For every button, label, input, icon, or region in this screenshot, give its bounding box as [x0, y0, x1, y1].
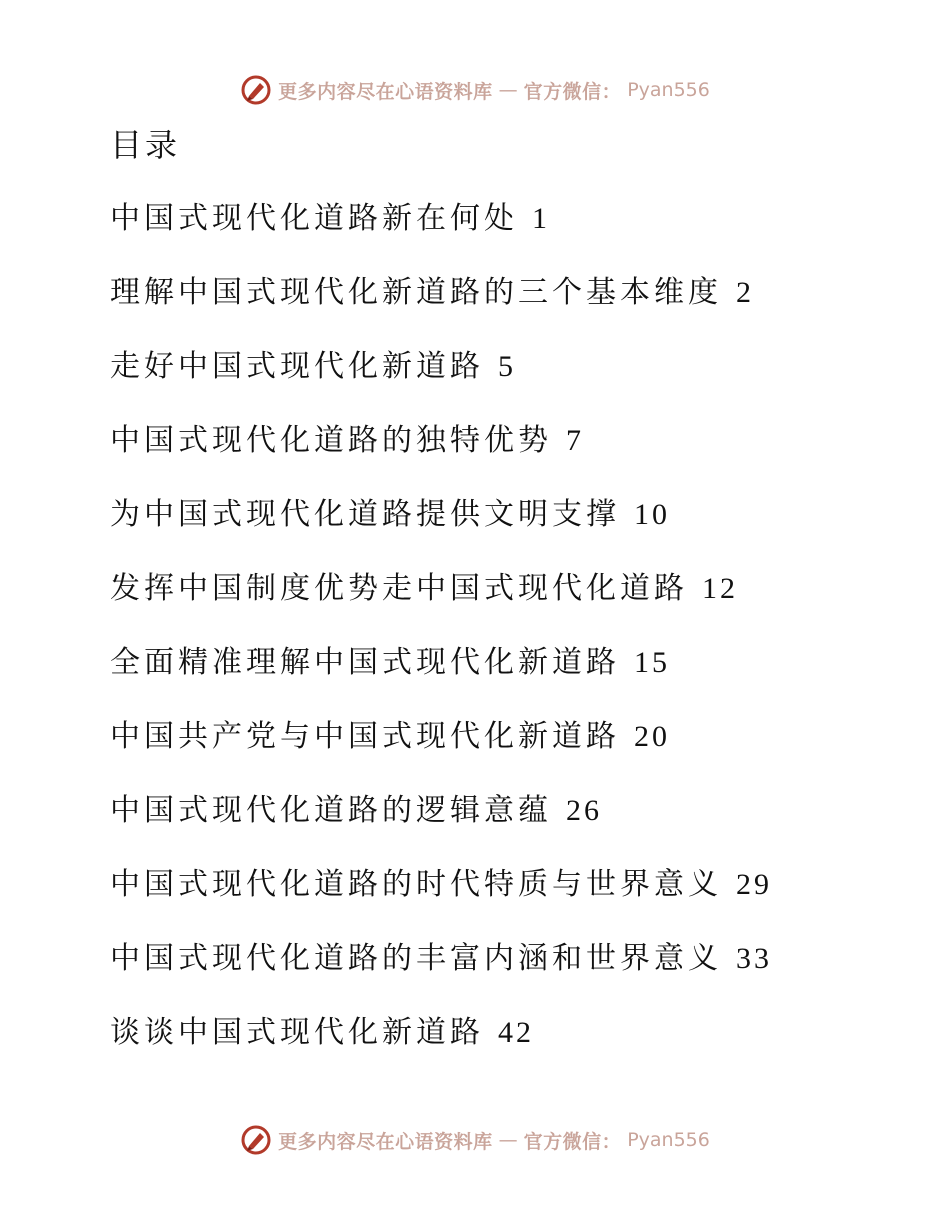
toc-entry[interactable]: [110, 340, 910, 414]
toc-entry[interactable]: [110, 192, 910, 266]
toc-entry-page: 26: [566, 794, 602, 827]
toc-entry-page: 10: [634, 498, 670, 531]
toc-entry[interactable]: [110, 266, 910, 340]
toc-entry-page: 33: [736, 942, 772, 975]
toc-entry-title: 中国式现代化道路的独特优势: [110, 423, 552, 458]
toc-entry[interactable]: [110, 562, 910, 636]
toc-entry-title: 中国共产党与中国式现代化新道路: [110, 719, 620, 754]
toc-entry-title: 中国式现代化道路的时代特质与世界意义: [110, 867, 722, 902]
footer-watermark: [0, 1120, 950, 1160]
toc-entry[interactable]: [110, 710, 910, 784]
watermark-separator: —: [498, 1129, 518, 1151]
watermark-official-label: 官方微信：: [523, 1130, 622, 1153]
toc-entry[interactable]: [110, 488, 910, 562]
toc-entry-page: 42: [498, 1016, 534, 1049]
table-of-contents: [110, 118, 910, 1080]
pen-logo-icon: [240, 1124, 272, 1156]
toc-entry-page: 1: [532, 202, 550, 235]
watermark-brand-text: 更多内容尽在心语资料库: [278, 80, 493, 103]
toc-entry-title: 中国式现代化道路的丰富内涵和世界意义: [110, 941, 722, 976]
toc-entry[interactable]: [110, 636, 910, 710]
toc-entry-title: 走好中国式现代化新道路: [110, 349, 484, 384]
watermark-wechat-id: Pyan556: [627, 1129, 710, 1151]
header-watermark: [0, 70, 950, 110]
toc-entry-page: 15: [634, 646, 670, 679]
watermark-official-label: 官方微信：: [523, 80, 622, 103]
watermark-brand-text: 更多内容尽在心语资料库: [278, 1130, 493, 1153]
toc-entry-page: 7: [566, 424, 584, 457]
toc-list: [110, 192, 910, 1080]
toc-entry-title: 理解中国式现代化新道路的三个基本维度: [110, 275, 722, 310]
toc-entry[interactable]: [110, 1006, 910, 1080]
toc-title: 目录: [110, 126, 181, 164]
toc-entry-title: 发挥中国制度优势走中国式现代化道路: [110, 571, 688, 606]
toc-entry-page: 2: [736, 276, 754, 309]
toc-entry[interactable]: [110, 858, 910, 932]
pen-logo-icon: [240, 74, 272, 106]
toc-entry-page: 12: [702, 572, 738, 605]
toc-entry-title: 为中国式现代化道路提供文明支撑: [110, 497, 620, 532]
toc-entry-title: 全面精准理解中国式现代化新道路: [110, 645, 620, 680]
watermark-separator: —: [498, 79, 518, 101]
toc-entry-title: 中国式现代化道路的逻辑意蕴: [110, 793, 552, 828]
toc-entry-page: 20: [634, 720, 670, 753]
toc-entry[interactable]: [110, 414, 910, 488]
toc-entry-title: 中国式现代化道路新在何处: [110, 201, 518, 236]
toc-entry-page: 29: [736, 868, 772, 901]
toc-entry-page: 5: [498, 350, 516, 383]
toc-entry[interactable]: [110, 784, 910, 858]
watermark-wechat-id: Pyan556: [627, 79, 710, 101]
toc-entry[interactable]: [110, 932, 910, 1006]
toc-entry-title: 谈谈中国式现代化新道路: [110, 1015, 484, 1050]
